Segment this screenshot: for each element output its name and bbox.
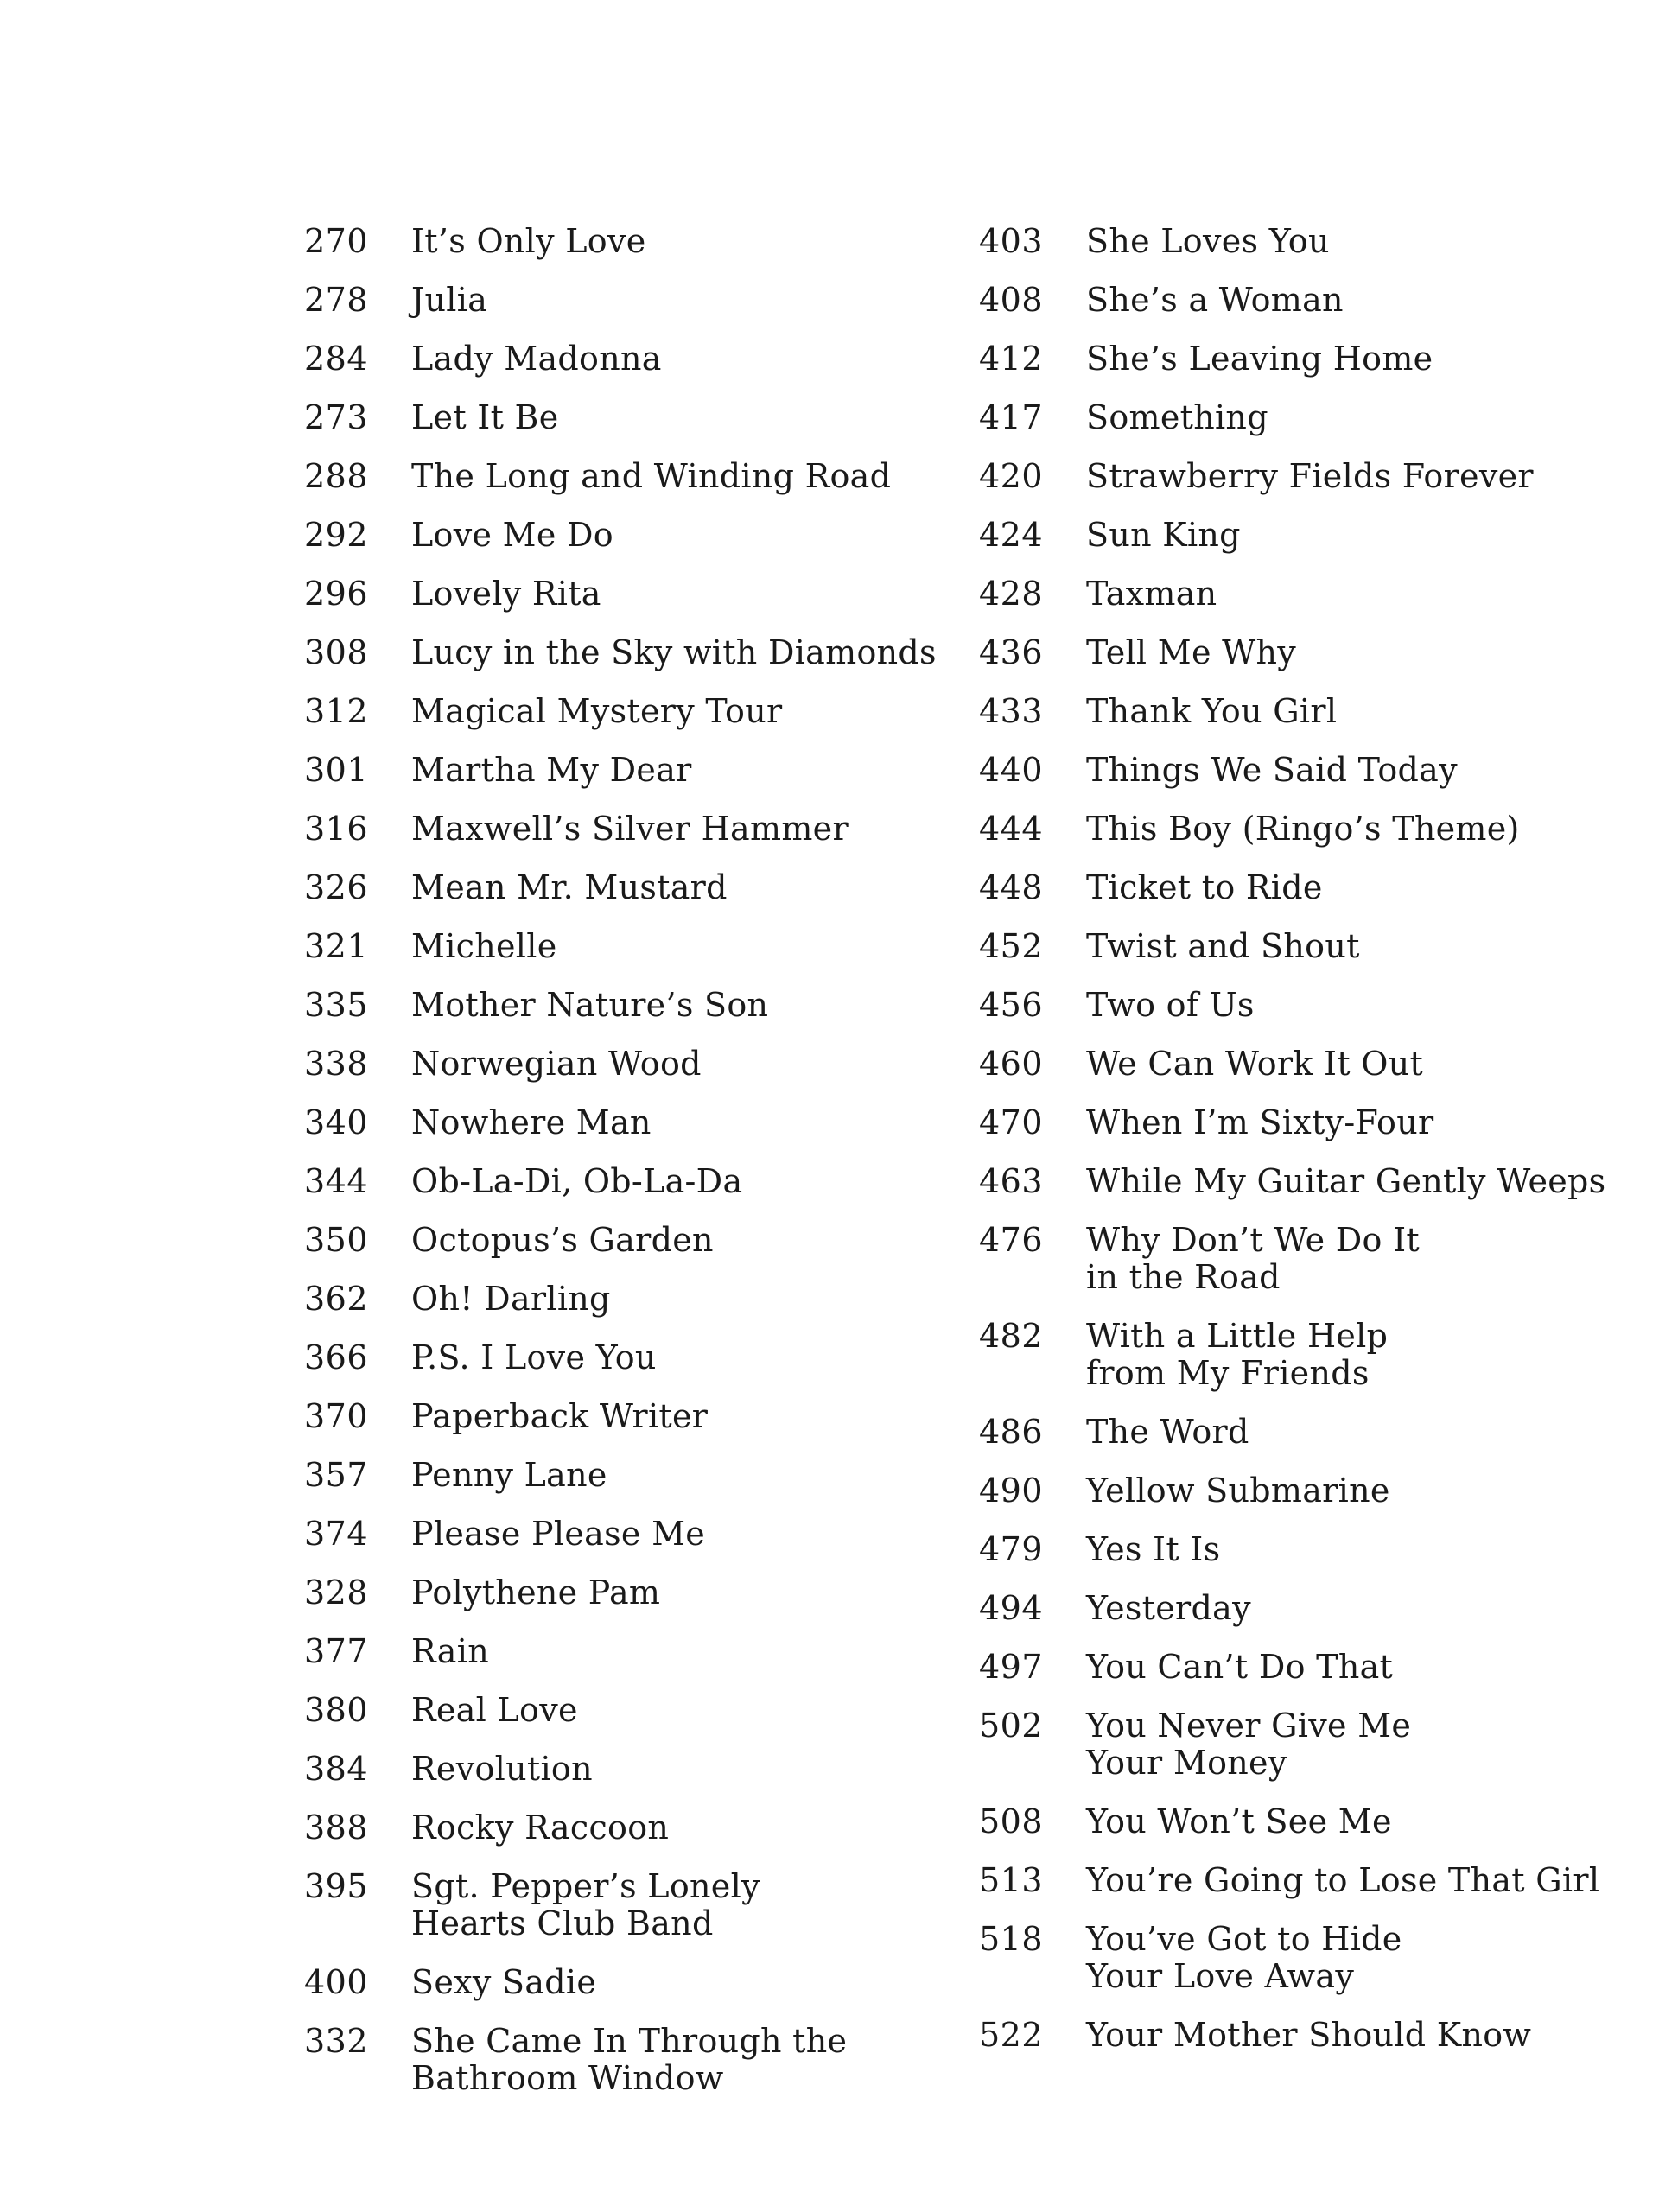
contents-entry — [304, 1457, 961, 1494]
contents-entry — [979, 340, 1636, 378]
song-title: Something — [1086, 398, 1268, 436]
song-title: Please Please Me — [411, 1515, 706, 1553]
page-number: 344 — [304, 1162, 369, 1200]
contents-entry — [304, 1398, 961, 1435]
page-number: 380 — [304, 1691, 369, 1729]
contents-entry — [979, 1414, 1636, 1451]
contents-entry — [979, 1222, 1636, 1296]
song-title: Sun King — [1086, 516, 1241, 554]
song-title: With a Little Help from My Friends — [1086, 1317, 1389, 1392]
song-title: Two of Us — [1086, 986, 1255, 1024]
contents-entry — [304, 810, 961, 848]
page-number: 362 — [304, 1280, 369, 1318]
contents-entry — [304, 987, 961, 1024]
contents-entry — [979, 458, 1636, 495]
contents-entry — [979, 1104, 1636, 1141]
contents-entry — [304, 1964, 961, 2001]
page-number: 316 — [304, 810, 369, 848]
song-title: This Boy (Ringo’s Theme) — [1086, 810, 1520, 848]
contents-entry — [979, 1649, 1636, 1686]
song-title: Ticket to Ride — [1086, 868, 1323, 906]
page-number: 400 — [304, 1963, 369, 2001]
song-title: While My Guitar Gently Weeps — [1086, 1162, 1606, 1200]
page-number: 332 — [304, 2022, 369, 2060]
page-number: 301 — [304, 751, 369, 789]
song-title: You Can’t Do That — [1086, 1648, 1394, 1686]
page-number: 502 — [979, 1707, 1044, 1745]
song-title: Strawberry Fields Forever — [1086, 457, 1534, 495]
contents-entry — [979, 282, 1636, 319]
contents-entry — [304, 1751, 961, 1788]
page-number: 377 — [304, 1632, 369, 1670]
song-title: She’s Leaving Home — [1086, 340, 1433, 378]
page-number: 340 — [304, 1103, 369, 1141]
contents-entry — [304, 575, 961, 613]
page-number: 292 — [304, 516, 369, 554]
contents-entry — [304, 458, 961, 495]
contents-entry — [979, 1318, 1636, 1392]
song-title: Yesterday — [1086, 1589, 1251, 1627]
contents-entry — [979, 869, 1636, 906]
song-title: Polythene Pam — [411, 1573, 661, 1611]
page-number: 384 — [304, 1750, 369, 1788]
song-title: Paperback Writer — [411, 1397, 709, 1435]
contents-entry — [304, 2023, 961, 2097]
song-title: You Won’t See Me — [1086, 1802, 1392, 1840]
song-title: Nowhere Man — [411, 1103, 652, 1141]
song-title: Rain — [411, 1632, 489, 1670]
contents-entry — [979, 1531, 1636, 1568]
song-title: She Came In Through the Bathroom Window — [411, 2022, 848, 2097]
contents-entry — [979, 1163, 1636, 1200]
song-title: You’ve Got to Hide Your Love Away — [1086, 1920, 1402, 1995]
contents-entry — [304, 693, 961, 730]
page-number: 420 — [979, 457, 1044, 495]
page-number: 522 — [979, 2016, 1044, 2054]
page-number: 444 — [979, 810, 1044, 848]
song-title: She’s a Woman — [1086, 281, 1344, 319]
song-title: Revolution — [411, 1750, 593, 1788]
page-number: 497 — [979, 1648, 1044, 1686]
page-number: 513 — [979, 1861, 1044, 1899]
song-title: Lovely Rita — [411, 575, 601, 613]
song-title: We Can Work It Out — [1086, 1045, 1424, 1083]
page-number: 417 — [979, 398, 1044, 436]
contents-entry — [304, 399, 961, 436]
page-number: 476 — [979, 1221, 1044, 1259]
page-number: 433 — [979, 692, 1044, 730]
song-title: Martha My Dear — [411, 751, 692, 789]
song-title: Your Mother Should Know — [1086, 2016, 1532, 2054]
contents-entry — [979, 2017, 1636, 2054]
song-title: Lucy in the Sky with Diamonds — [411, 633, 937, 671]
page-number: 428 — [979, 575, 1044, 613]
contents-entry — [979, 693, 1636, 730]
song-title: You’re Going to Lose That Girl — [1086, 1861, 1600, 1899]
contents-entry — [979, 1046, 1636, 1083]
song-title: Tell Me Why — [1086, 633, 1297, 671]
song-title: She Loves You — [1086, 222, 1330, 260]
song-title: Real Love — [411, 1691, 578, 1729]
song-title: Yes It Is — [1086, 1530, 1221, 1568]
contents-entry — [304, 869, 961, 906]
page-number: 278 — [304, 281, 369, 319]
song-title: Twist and Shout — [1086, 927, 1360, 965]
contents-column-right — [979, 223, 1636, 2075]
page-number: 273 — [304, 398, 369, 436]
contents-entry — [979, 575, 1636, 613]
song-title: Things We Said Today — [1086, 751, 1458, 789]
song-title: P.S. I Love You — [411, 1338, 657, 1376]
page-number: 470 — [979, 1103, 1044, 1141]
contents-column-left — [304, 223, 961, 2119]
contents-entry — [304, 1339, 961, 1376]
page-number: 374 — [304, 1515, 369, 1553]
contents-entry — [304, 1516, 961, 1553]
page-number: 288 — [304, 457, 369, 495]
song-title: Norwegian Wood — [411, 1045, 702, 1083]
contents-entry — [979, 1472, 1636, 1510]
song-title: Magical Mystery Tour — [411, 692, 783, 730]
contents-entry — [304, 282, 961, 319]
page-number: 403 — [979, 222, 1044, 260]
page-number: 424 — [979, 516, 1044, 554]
page-number: 440 — [979, 751, 1044, 789]
song-title: The Word — [1086, 1413, 1249, 1451]
song-title: Sgt. Pepper’s Lonely Hearts Club Band — [411, 1867, 760, 1942]
contents-entry — [979, 752, 1636, 789]
song-title: Rocky Raccoon — [411, 1808, 670, 1847]
song-title: Lady Madonna — [411, 340, 662, 378]
page-number: 494 — [979, 1589, 1044, 1627]
contents-entry — [979, 928, 1636, 965]
page-number: 270 — [304, 222, 369, 260]
page-number: 328 — [304, 1573, 369, 1611]
song-title: Michelle — [411, 927, 557, 965]
page-number: 479 — [979, 1530, 1044, 1568]
song-title: Mean Mr. Mustard — [411, 868, 728, 906]
song-title: Ob-La-Di, Ob-La-Da — [411, 1162, 743, 1200]
page-number: 482 — [979, 1317, 1044, 1355]
contents-entry — [304, 517, 961, 554]
page-number: 350 — [304, 1221, 369, 1259]
contents-entry — [304, 1281, 961, 1318]
song-title: Thank You Girl — [1086, 692, 1338, 730]
page-number: 312 — [304, 692, 369, 730]
page-number: 486 — [979, 1413, 1044, 1451]
page-number: 460 — [979, 1045, 1044, 1083]
page-number: 335 — [304, 986, 369, 1024]
song-title: Octopus’s Garden — [411, 1221, 714, 1259]
contents-entry — [979, 399, 1636, 436]
page-number: 284 — [304, 340, 369, 378]
page-number: 321 — [304, 927, 369, 965]
song-title: When I’m Sixty-Four — [1086, 1103, 1434, 1141]
contents-entry — [304, 1633, 961, 1670]
song-title: Maxwell’s Silver Hammer — [411, 810, 849, 848]
contents-entry — [979, 987, 1636, 1024]
contents-entry — [304, 1046, 961, 1083]
page-number: 412 — [979, 340, 1044, 378]
contents-entry — [304, 1163, 961, 1200]
contents-entry — [304, 928, 961, 965]
song-title: Mother Nature’s Son — [411, 986, 769, 1024]
song-title: Let It Be — [411, 398, 559, 436]
contents-entry — [304, 1222, 961, 1259]
contents-entry — [304, 752, 961, 789]
contents-entry — [979, 1803, 1636, 1840]
contents-entry — [979, 223, 1636, 260]
page-number: 518 — [979, 1920, 1044, 1958]
song-title: Love Me Do — [411, 516, 613, 554]
song-title: Yellow Submarine — [1086, 1471, 1390, 1510]
song-title: Why Don’t We Do It in the Road — [1086, 1221, 1420, 1296]
page-number: 296 — [304, 575, 369, 613]
page-number: 463 — [979, 1162, 1044, 1200]
contents-entry — [304, 1868, 961, 1942]
contents-entry — [979, 634, 1636, 671]
song-title: It’s Only Love — [411, 222, 646, 260]
page-number: 370 — [304, 1397, 369, 1435]
page-number: 308 — [304, 633, 369, 671]
song-title: Oh! Darling — [411, 1280, 611, 1318]
song-title: Penny Lane — [411, 1456, 607, 1494]
page-number: 436 — [979, 633, 1044, 671]
page-number: 490 — [979, 1471, 1044, 1510]
page-number: 508 — [979, 1802, 1044, 1840]
page-number: 395 — [304, 1867, 369, 1905]
contents-entry — [979, 1862, 1636, 1899]
page-number: 338 — [304, 1045, 369, 1083]
contents-entry — [304, 1809, 961, 1847]
page-number: 388 — [304, 1808, 369, 1847]
contents-entry — [979, 810, 1636, 848]
contents-entry — [304, 1104, 961, 1141]
page-number: 326 — [304, 868, 369, 906]
page-number: 408 — [979, 281, 1044, 319]
song-title: Sexy Sadie — [411, 1963, 597, 2001]
contents-entry — [304, 1574, 961, 1611]
contents-entry — [304, 1692, 961, 1729]
contents-entry — [979, 1590, 1636, 1627]
contents-entry — [979, 1707, 1636, 1782]
page-number: 456 — [979, 986, 1044, 1024]
page-number: 366 — [304, 1338, 369, 1376]
page-number: 357 — [304, 1456, 369, 1494]
page-number: 448 — [979, 868, 1044, 906]
contents-entry — [979, 517, 1636, 554]
song-title: You Never Give Me Your Money — [1086, 1707, 1412, 1782]
contents-entry — [979, 1921, 1636, 1995]
contents-entry — [304, 634, 961, 671]
song-title: The Long and Winding Road — [411, 457, 892, 495]
song-title: Taxman — [1086, 575, 1217, 613]
contents-entry — [304, 223, 961, 260]
song-title: Julia — [411, 281, 488, 319]
page-number: 452 — [979, 927, 1044, 965]
contents-entry — [304, 340, 961, 378]
